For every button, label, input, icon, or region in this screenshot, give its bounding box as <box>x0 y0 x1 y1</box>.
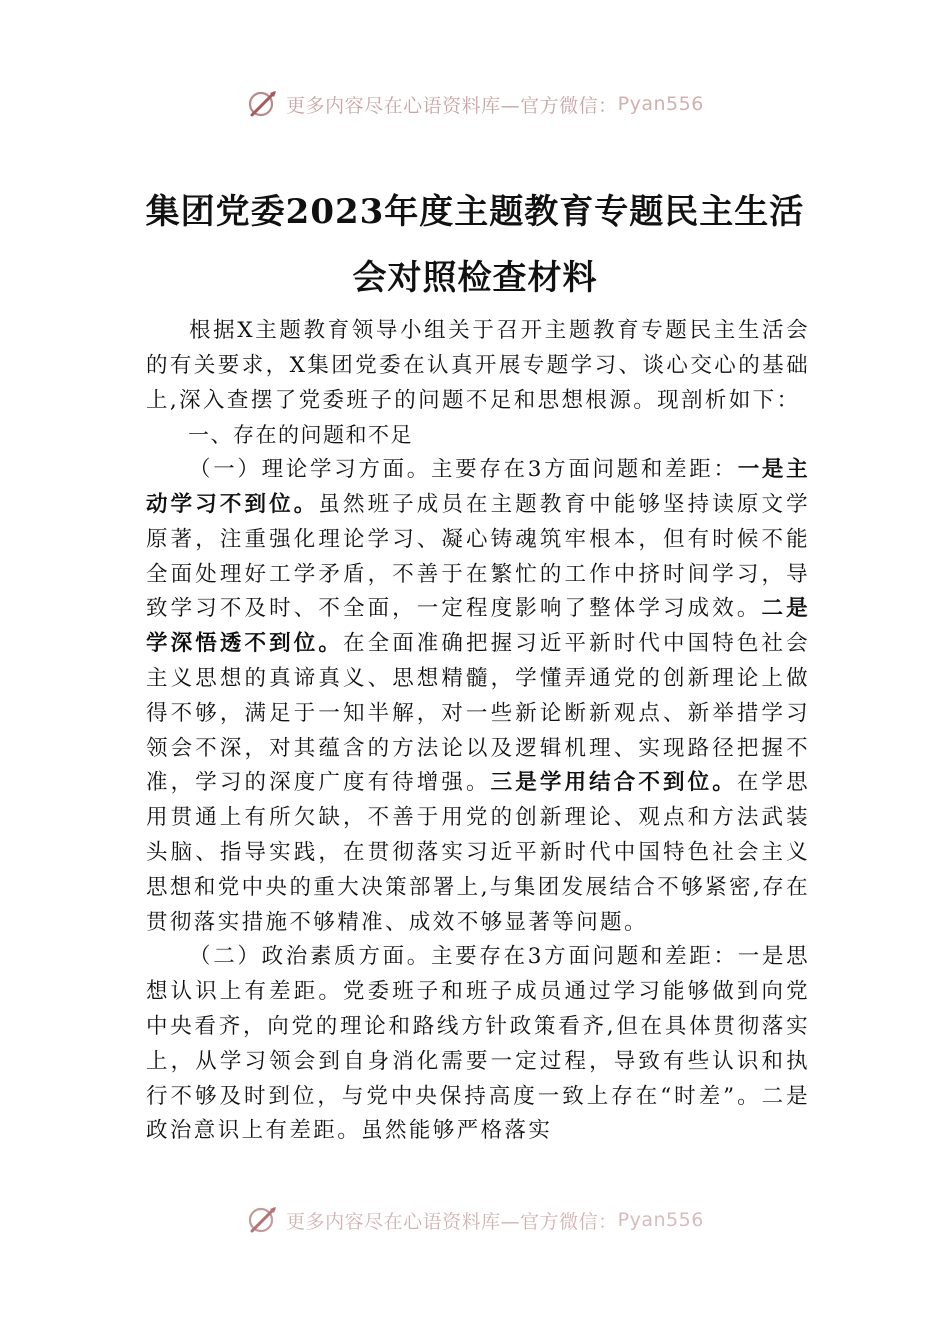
document-title-line-2: 会对照检查材料 <box>352 258 598 298</box>
pen-logo-icon <box>246 89 280 119</box>
point-3-text: 在学思用贯通上有所欠缺，不善于用党的创新理论、观点和方法武装头脑、指导实践，在贯彻落实习近平新时代中国特色社会主义思想和党中央的重大决策部署上,与集团发展结合不够紧密,存在贯彻落实措施不够精准、成效不够显著等问题。 <box>146 770 810 935</box>
point-1-text: 虽然班子成员在主题教育中能够坚持读原文学原著，注重强化理论学习、凝心铸魂筑牢根本，但有时候不能全面处理好工学矛盾，不善于在繁忙的工作中挤时间学习，导致学习不及时、不全面，一定程度影响了整体学习成效。 <box>146 491 810 622</box>
section-heading: 一、存在的问题和不足 <box>188 423 413 448</box>
watermark-wechat-id: Pyan556 <box>617 1209 704 1231</box>
pen-logo-icon <box>246 1205 280 1235</box>
document-title-line-1: 集团党委2023年度主题教育专题民主生活 <box>145 192 805 232</box>
point-2-text: 在全面准确把握习近平新时代中国特色社会主义思想的真谛真义、思想精髓，学懂弄通党的创新理论上做得不够，满足于一知半解，对一些新论断新观点、新举措学习领会不深，对其蕴含的方法论以及逻辑机理、实现路径把握不准，学习的深度广度有待增强。 <box>146 631 810 796</box>
watermark-text: 更多内容尽在心语资料库—官方微信： <box>286 94 618 117</box>
point-1-heading: 一是主动学习不到位。 <box>146 457 810 517</box>
point-3-heading: 三是学用结合不到位。 <box>490 770 737 796</box>
watermark-header <box>0 84 950 124</box>
watermark-footer <box>0 1200 950 1240</box>
theory-study-paragraph <box>146 453 810 940</box>
political-quality-paragraph: （二）政治素质方面。主要存在3方面问题和差距：一是思想认识上有差距。党委班子和班子成员通过学习能够做到向党中央看齐，向党的理论和路线方针政策看齐,但在具体贯彻落实上，从学习领会到自身消化需要一定过程，导致有些认识和执行不够及时到位，与党中央保持高度一致上存在“时差”。二是政治意识上有差距。虽然能够严格落实 <box>146 944 810 1144</box>
watermark-text: 更多内容尽在心语资料库—官方微信： <box>286 1210 618 1233</box>
point-2-heading: 二是学深悟透不到位。 <box>146 596 810 657</box>
intro-paragraph: 根据X主题教育领导小组关于召开主题教育专题民主生活会的有关要求，X集团党委在认真开展专题学习、谈心交心的基础上,深入查摆了党委班子的问题不足和思想根源。现剖析如下： <box>146 318 810 413</box>
document-body <box>146 314 810 1234</box>
watermark-wechat-id: Pyan556 <box>617 93 704 115</box>
paragraph-lead: （一）理论学习方面。主要存在3方面问题和差距： <box>189 457 738 483</box>
